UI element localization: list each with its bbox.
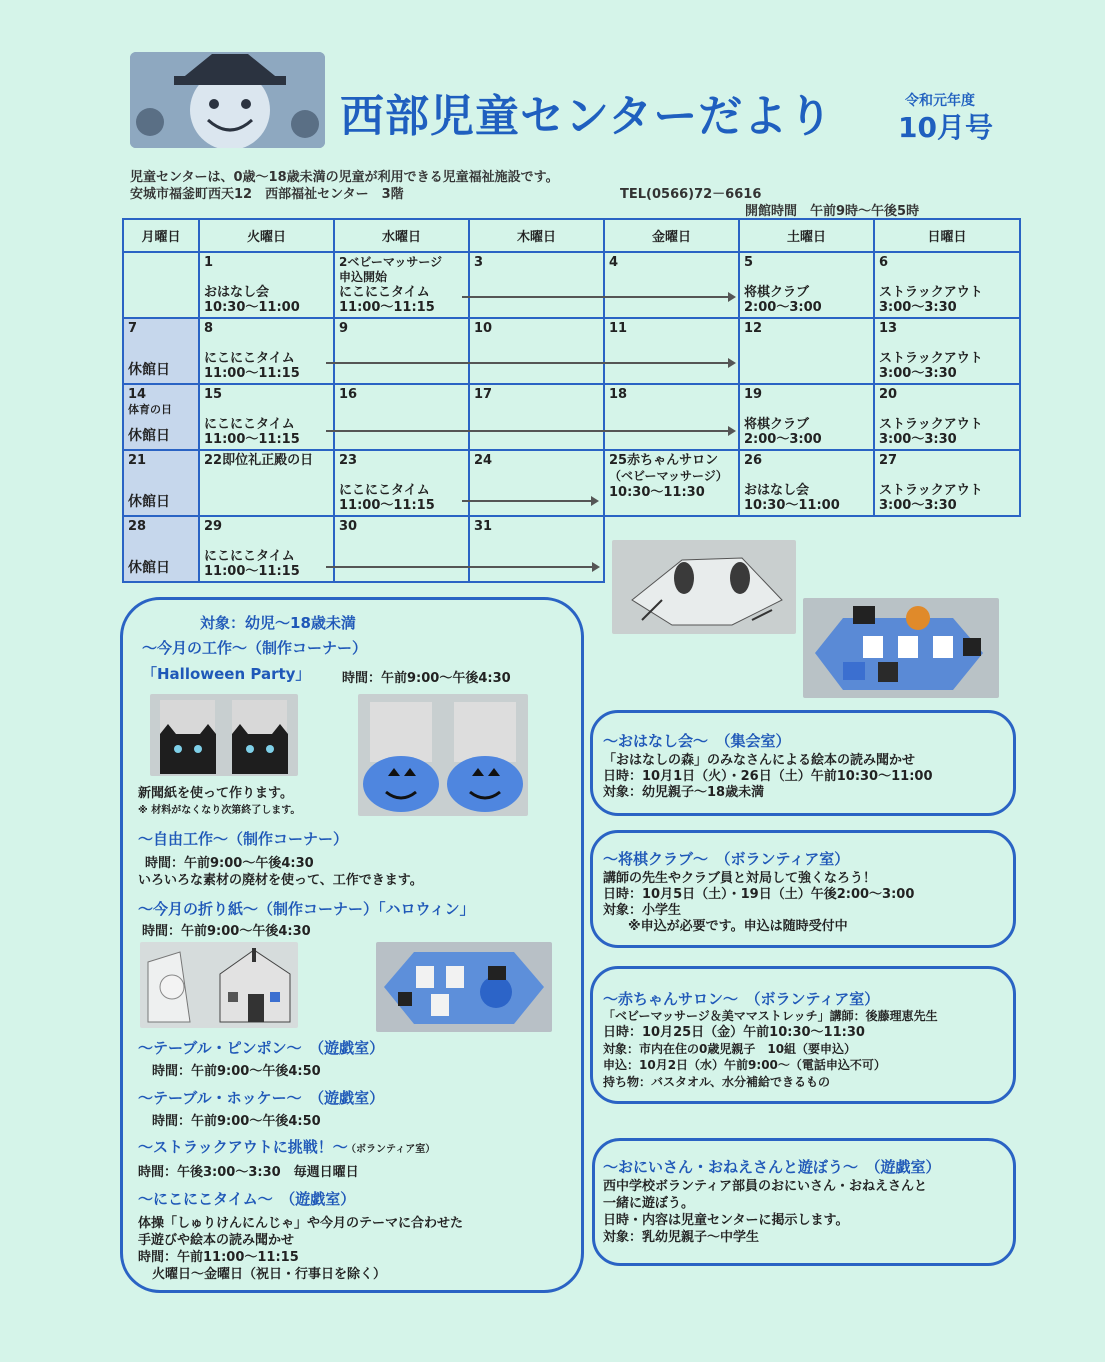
ghost-craft-photo <box>612 540 796 634</box>
nikoniko-description: 体操「しゅりけんにんじゃ」や今月のテーマに合わせた <box>138 1216 464 1231</box>
day-number: 31 <box>474 519 493 534</box>
day-number: 12 <box>744 321 763 336</box>
origami-heading: ～今月の折り紙～（制作コーナー）「ハロウィン」 <box>138 900 475 918</box>
day-event-time: 3:00～3:30 <box>879 498 957 513</box>
calendar-day <box>334 252 469 318</box>
day-number: 8 <box>204 321 214 336</box>
hockey-time: 時間：午前9:00～午後4:50 <box>152 1114 321 1129</box>
center-address: 安城市福釜町西天12 西部福祉センター 3階 <box>130 187 404 202</box>
day-event-time: 10:30～11:00 <box>744 498 840 513</box>
day-number: 7 <box>128 321 138 336</box>
center-description: 児童センターは、0歳～18歳未満の児童が利用できる児童福祉施設です。 <box>130 170 559 185</box>
shogi-club-line: 対象：小学生 <box>603 903 682 918</box>
day-event: ストラックアウト <box>879 285 983 300</box>
day-number: 18 <box>609 387 628 402</box>
calendar-day <box>469 318 604 384</box>
older-kids-line: 一緒に遊ぼう。 <box>603 1196 695 1211</box>
continuation-arrow <box>462 296 734 298</box>
day-number: 28 <box>128 519 147 534</box>
calendar-day <box>334 384 469 450</box>
baby-salon-line: 「ベビーマッサージ＆美ママストレッチ」講師：後藤理恵先生 <box>603 1009 938 1023</box>
weekday-header: 金曜日 <box>604 219 739 252</box>
calendar-day <box>739 318 874 384</box>
day-event: にこにこタイム <box>204 417 295 432</box>
day-number: 17 <box>474 387 493 402</box>
story-time-line: 「おはなしの森」のみなさんによる絵本の読み聞かせ <box>603 753 916 768</box>
calendar-day <box>604 450 739 516</box>
struckout-room: （ボランティア室） <box>346 1144 436 1155</box>
day-number: 20 <box>879 387 898 402</box>
calendar-day <box>199 450 334 516</box>
baby-salon-line: 持ち物：バスタオル、水分補給できるもの <box>603 1075 831 1089</box>
day-number: 19 <box>744 387 763 402</box>
day-event-time: 2:00～3:00 <box>744 432 822 447</box>
calendar-day <box>739 450 874 516</box>
day-number: 14 <box>128 387 147 402</box>
fiscal-year: 令和元年度 <box>905 93 975 109</box>
cat-craft-photo <box>150 694 298 776</box>
calendar-blank <box>874 516 1020 582</box>
origami-time: 時間：午前9:00～午後4:30 <box>142 924 311 939</box>
nikoniko-days: 火曜日～金曜日（祝日・行事日を除く） <box>152 1267 387 1282</box>
calendar-day <box>874 450 1020 516</box>
target-audience: 対象：幼児～18歳未満 <box>200 614 356 632</box>
day-event: にこにこタイム <box>204 549 295 564</box>
day-number: 1 <box>204 255 214 270</box>
older-kids-line: 西中学校ボランティア部員のおにいさん・おねえさんと <box>603 1179 927 1194</box>
day-event-time: 3:00～3:30 <box>879 300 957 315</box>
continuation-arrow <box>326 362 734 364</box>
day-event-time: 2:00～3:00 <box>744 300 822 315</box>
day-number: 13 <box>879 321 898 336</box>
day-event: にこにこタイム <box>204 351 295 366</box>
nikoniko-heading: ～にこにこタイム～ （遊戯室） <box>138 1190 356 1208</box>
day-number: 27 <box>879 453 898 468</box>
day-event: ストラックアウト <box>879 351 983 366</box>
day-event: 将棋クラブ <box>744 417 810 432</box>
calendar-day <box>604 318 739 384</box>
day-event: ストラックアウト <box>879 417 983 432</box>
day-event: おはなし会 <box>204 285 270 300</box>
calendar-day <box>199 516 334 582</box>
closed-label: 休館日 <box>128 560 170 576</box>
pingpong-time: 時間：午前9:00～午後4:50 <box>152 1064 321 1079</box>
calendar-day <box>604 252 739 318</box>
day-note: 申込開始 <box>339 270 388 284</box>
calendar-week-row <box>123 450 1020 516</box>
craft-title: 「Halloween Party」 <box>142 665 311 683</box>
day-number: 3 <box>474 255 484 270</box>
day-event-time: 11:00～11:15 <box>339 300 435 315</box>
issue-month: 10月号 <box>898 111 993 144</box>
shogi-club-heading: ～将棋クラブ～ （ボランティア室） <box>603 850 850 868</box>
shogi-club-line: 講師の先生やクラブ員と対局して強くなろう！ <box>603 871 877 886</box>
free-craft-description: いろいろな素材の廃材を使って、工作できます。 <box>138 873 423 888</box>
haunted-house-origami-photo <box>140 942 298 1028</box>
calendar-day <box>334 450 469 516</box>
closed-label: 休館日 <box>128 362 170 378</box>
day-number: 24 <box>474 453 493 468</box>
baby-salon-line: 対象：市内在住の0歳児親子 10組（要申込） <box>603 1042 857 1056</box>
weekday-header: 日曜日 <box>874 219 1020 252</box>
day-number: 6 <box>879 255 889 270</box>
day-number: 10 <box>474 321 493 336</box>
baby-salon-line: 申込：10月2日（水）午前9:00～（電話申込不可） <box>603 1058 886 1072</box>
day-event-time: 11:00～11:15 <box>204 564 300 579</box>
day-event: 将棋クラブ <box>744 285 810 300</box>
calendar-day-closed <box>123 516 199 582</box>
day-number: 9 <box>339 321 349 336</box>
baby-salon-line: 日時：10月25日（金）午前10:30～11:30 <box>603 1025 865 1040</box>
struckout-time: 時間：午後3:00～3:30 毎週日曜日 <box>138 1165 359 1180</box>
calendar-day <box>469 516 604 582</box>
calendar-day <box>199 252 334 318</box>
day-number: 25赤ちゃんサロン <box>609 453 719 468</box>
calendar-day <box>334 516 469 582</box>
calendar-day-closed <box>123 450 199 516</box>
nikoniko-description: 手遊びや絵本の読み聞かせ <box>138 1233 295 1248</box>
calendar-day <box>199 318 334 384</box>
day-number: 23 <box>339 453 358 468</box>
shogi-club-line: ※申込が必要です。申込は随時受付中 <box>628 919 848 934</box>
day-number: 11 <box>609 321 628 336</box>
day-event-time: 10:30～11:30 <box>609 485 705 500</box>
calendar-day <box>874 318 1020 384</box>
day-event-time: 10:30～11:00 <box>204 300 300 315</box>
continuation-arrow <box>326 430 734 432</box>
newsletter-title: 西部児童センターだより <box>340 91 834 142</box>
calendar-day <box>469 252 604 318</box>
day-number: 22即位礼正殿の日 <box>204 453 314 468</box>
weekday-header: 土曜日 <box>739 219 874 252</box>
opening-hours: 開館時間 午前9時～午後5時 <box>745 204 920 219</box>
craft-time: 時間：午前9:00～午後4:30 <box>342 671 511 686</box>
calendar-day-empty <box>123 252 199 318</box>
october-calendar <box>122 218 1021 583</box>
closed-label: 休館日 <box>128 494 170 510</box>
weekday-header-row <box>123 219 1020 252</box>
continuation-arrow <box>462 500 597 502</box>
day-event-time: 11:00～11:15 <box>204 366 300 381</box>
day-number: 4 <box>609 255 619 270</box>
older-kids-line: 日時・内容は児童センターに掲示します。 <box>603 1213 849 1228</box>
calendar-day <box>739 252 874 318</box>
ghost-origami-photo <box>376 942 552 1032</box>
calendar-day-closed <box>123 318 199 384</box>
free-craft-heading: ～自由工作～（制作コーナー） <box>138 830 349 848</box>
older-kids-heading: ～おにいさん・おねえさんと遊ぼう～ （遊戯室） <box>603 1158 941 1176</box>
day-number: 29 <box>204 519 223 534</box>
calendar-week-row <box>123 516 1020 582</box>
nikoniko-time: 時間：午前11:00～11:15 <box>138 1250 299 1265</box>
baby-salon-heading: ～赤ちゃんサロン～ （ボランティア室） <box>603 990 880 1008</box>
calendar-day <box>874 252 1020 318</box>
story-time-heading: ～おはなし会～ （集会室） <box>603 732 791 750</box>
day-event-time: 11:00～11:15 <box>204 432 300 447</box>
center-phone: TEL(0566)72－6616 <box>620 187 762 202</box>
day-note: （ベビーマッサージ） <box>609 469 728 483</box>
day-number: 16 <box>339 387 358 402</box>
craft-note: 新聞紙を使って作ります。 <box>138 786 293 801</box>
day-number: 5 <box>744 255 754 270</box>
day-event: にこにこタイム <box>339 483 430 498</box>
calendar-day <box>469 450 604 516</box>
day-number: 26 <box>744 453 763 468</box>
continuation-arrow <box>326 566 598 568</box>
pumpkin-craft-photo <box>358 694 528 816</box>
calendar-day <box>604 384 739 450</box>
weekday-header: 月曜日 <box>123 219 199 252</box>
hockey-heading: ～テーブル・ホッケー～ （遊戯室） <box>138 1089 385 1107</box>
calendar-day <box>739 384 874 450</box>
day-event-time: 11:00～11:15 <box>339 498 435 513</box>
day-event-time: 3:00～3:30 <box>879 432 957 447</box>
craft-heading: ～今月の工作～（制作コーナー） <box>142 639 368 657</box>
header-halloween-illustration <box>130 52 325 148</box>
craft-note-small: ※ 材料がなくなり次第終了します。 <box>138 805 301 816</box>
day-number: 21 <box>128 453 147 468</box>
holiday-name: 体育の日 <box>128 403 172 416</box>
calendar-week-row <box>123 252 1020 318</box>
calendar-day <box>334 318 469 384</box>
day-number: 15 <box>204 387 223 402</box>
origami-sample-photo <box>803 598 999 698</box>
day-event: ストラックアウト <box>879 483 983 498</box>
closed-label: 休館日 <box>128 428 170 444</box>
day-number: 30 <box>339 519 358 534</box>
free-craft-time: 時間：午前9:00～午後4:30 <box>145 856 314 871</box>
weekday-header: 火曜日 <box>199 219 334 252</box>
calendar-day <box>469 384 604 450</box>
day-number: 2ベビーマッサージ <box>339 255 443 269</box>
shogi-club-line: 日時：10月5日（土）・19日（土）午後2:00～3:00 <box>603 887 915 902</box>
story-time-line: 対象：幼児親子～18歳未満 <box>603 785 765 800</box>
pingpong-heading: ～テーブル・ピンポン～ （遊戯室） <box>138 1039 385 1057</box>
weekday-header: 水曜日 <box>334 219 469 252</box>
struckout-heading: ～ストラックアウトに挑戦！～ <box>138 1138 348 1156</box>
day-event-time: 3:00～3:30 <box>879 366 957 381</box>
day-event: おはなし会 <box>744 483 810 498</box>
day-event: にこにこタイム <box>339 285 430 300</box>
story-time-line: 日時：10月1日（火）・26日（土）午前10:30～11:00 <box>603 769 933 784</box>
calendar-week-row <box>123 384 1020 450</box>
calendar-week-row <box>123 318 1020 384</box>
calendar-day <box>199 384 334 450</box>
calendar-day-closed <box>123 384 199 450</box>
calendar-day <box>874 384 1020 450</box>
weekday-header: 木曜日 <box>469 219 604 252</box>
older-kids-line: 対象：乳幼児親子～中学生 <box>603 1230 760 1245</box>
